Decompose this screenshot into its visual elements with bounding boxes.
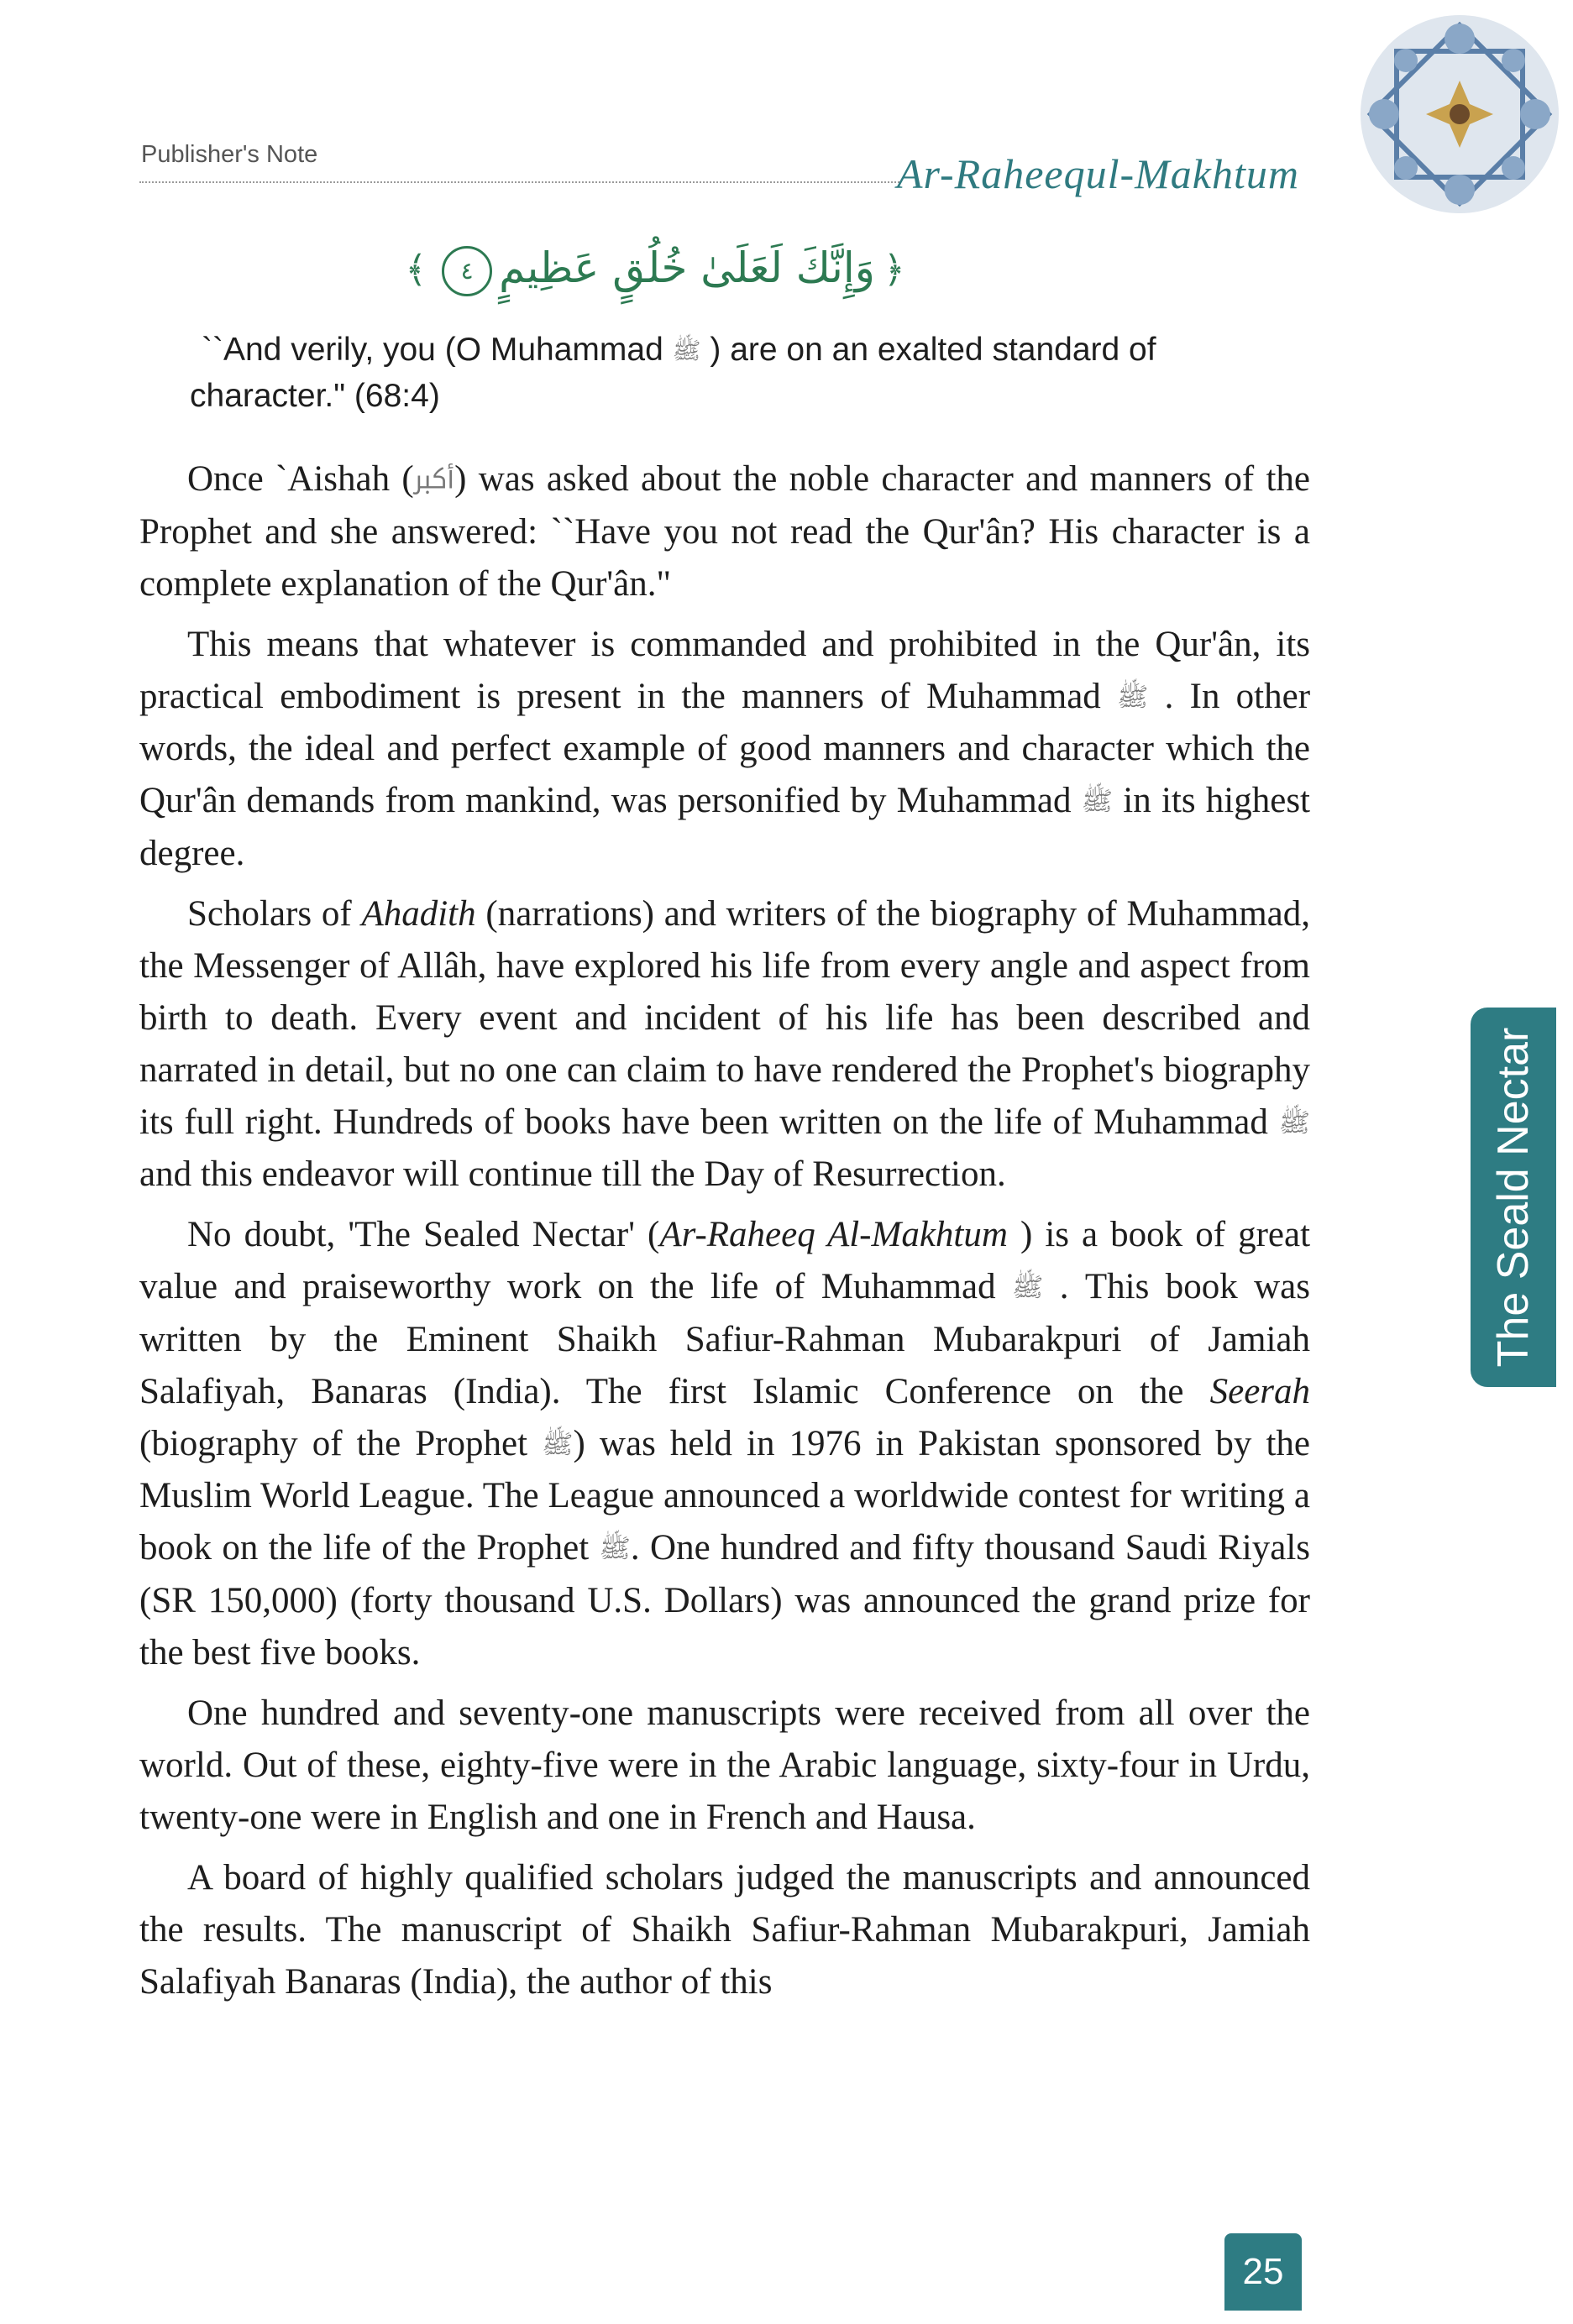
pbuh-symbol-icon: ﷺ [599,1533,631,1563]
verse-close-bracket: ﴾ [405,249,427,291]
running-header-book-title: Ar-Raheequl-Makhtum [897,150,1299,197]
p4-text-f: . One hundred and fifty thousand Saudi Riyals (SR 150,000) (forty thousand U.S. Dollars) was announced the grand prize for the best five books. [139,1528,1310,1672]
paragraph-1 [139,453,1310,610]
side-tab [1471,1008,1556,1387]
header-dotted-rule [139,181,899,183]
p2-text-b: . In other words, the ideal and perfect example of good manners and character which the Qur'ân demands from mankind, was personified by Muhammad [139,676,1311,821]
side-tab-label: The Seald Nectar [1489,1027,1538,1368]
p3-text-c: and this endeavor will continue till the Day of Resurrection. [139,1154,1006,1195]
p4-text-a: No doubt, 'The Sealed Nectar' ( [187,1215,660,1255]
translation-text-2: ) are on an exalted standard of character." (68:4) [190,332,1156,414]
quran-verse [0,243,1310,296]
p2-text-c: in its highest degree. [139,781,1311,873]
p4-book-title: Ar-Raheeq Al-Makhtum [659,1215,1008,1255]
p3-text-a: Scholars of [187,893,352,934]
ra-symbol-icon: ﷳ [413,464,455,495]
p4-text-c: . This book was written by the Eminent Shaikh Safiur-Rahman Mubarakpuri of Jamiah Salafiyah, Banaras (India). The first Islamic Conference on the [139,1267,1311,1411]
p4-text-b: ) is a book of great value and praiseworthy work on the life of Muhammad [139,1215,1311,1307]
p4-seerah: Seerah [1209,1371,1311,1411]
paragraph-6: A board of highly qualified scholars judged the manuscripts and announced the results. The manuscript of Shaikh Safiur-Rahman Mubarakpuri, Jamiah Salafiyah Banaras (India), the author of this [139,1857,1310,2002]
paragraph-2 [139,619,1310,880]
verse-translation [190,327,1307,419]
pbuh-symbol-icon: ﷺ [1117,682,1149,712]
body-text [139,453,1310,2017]
translation-text-1: ``And verily, you (O Muhammad [202,332,663,368]
ayah-number-badge: ٤ [442,246,492,296]
verse-open-bracket: ﴿ [883,249,905,291]
p1-text-b: ) was asked about the noble character and manners of the Prophet and she answered: ``Have you not read the Qur'ân? His character is a complete explanation of the Qur'ân." [139,459,1310,604]
p3-text-b: (narrations) and writers of the biography of Muhammad, the Messenger of Allâh, have explored his life from every angle and aspect from birth to death. Every event and incident of his life has been described and narrated in detail, but no one can claim to have rendered the Prophet's biography its full right. Hundreds of books have been written on the life of Muhammad [139,893,1311,1142]
p4-text-d: (biography of the Prophet [139,1423,528,1463]
pbuh-symbol-icon: ﷺ [1081,786,1114,816]
verse-arabic-text: وَإِنَّكَ لَعَلَىٰ خُلُقٍ عَظِيمٍ [499,243,875,292]
page-number: 25 [1224,2233,1302,2311]
paragraph-5: One hundred and seventy-one manuscripts were received from all over the world. Out of these, eighty-five were in the Arabic language, sixty-four in Urdu, twenty-one were in English and one in French and Hausa. [139,1693,1310,1837]
p1-text-a: Once `Aishah ( [187,459,414,499]
paragraph-4 [139,1209,1310,1679]
pbuh-symbol-icon: ﷺ [542,1429,574,1459]
p4-text-e: ) was held in 1976 in Pakistan sponsored by the Muslim World League. The League announced a worldwide contest for writing a book on the life of the Prophet [139,1423,1310,1568]
paragraph-3 [139,888,1310,1201]
p3-ahadith: Ahadith [361,893,476,934]
geometric-ornament-icon [1359,13,1560,215]
pbuh-symbol-icon: ﷺ [1278,1107,1311,1138]
p2-text-a: This means that whatever is commanded and prohibited in the Qur'ân, its practical embodiment is present in the manners of Muhammad [139,624,1310,716]
running-header-section: Publisher's Note [141,141,318,168]
pbuh-symbol-icon: ﷺ [1011,1272,1044,1302]
pbuh-symbol-icon: ﷺ [672,337,701,364]
